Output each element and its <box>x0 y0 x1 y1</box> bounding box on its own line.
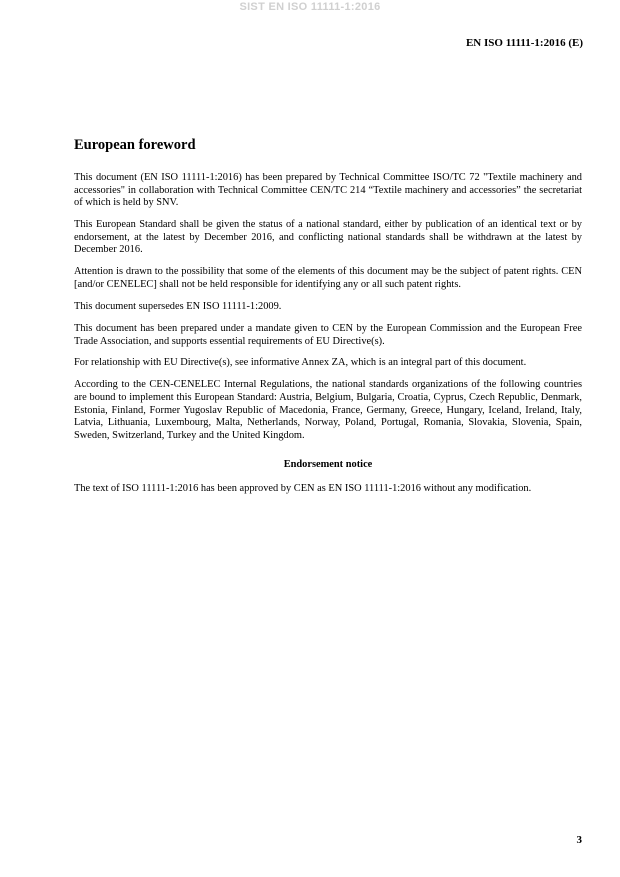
foreword-paragraph-preparation: This document (EN ISO 11111-1:2016) has been prepared by Technical Committee ISO/TC 72 "Textile machinery and accessories" in collaboration with Technical Committee CEN/TC 214 “Textile machinery and accessories” the secretariat of which is held by SNV. <box>74 172 582 209</box>
document-body <box>74 137 582 505</box>
watermark: SIST EN ISO 11111-1:2016 <box>239 1 381 13</box>
endorsement-paragraph: The text of ISO 11111-1:2016 has been approved by CEN as EN ISO 11111-1:2016 without any modification. <box>74 483 532 495</box>
foreword-paragraph-mandate: This document has been prepared under a mandate given to CEN by the European Commission and the European Free Trade Association, and supports essential requirements of EU Directive(s). <box>74 322 582 347</box>
endorsement-heading: Endorsement notice <box>283 459 373 471</box>
foreword-paragraph-patent: Attention is drawn to the possibility that some of the elements of this document may be the subject of patent rights. CEN [and/or CENELEC] shall not be held responsible for identifying any or all such patent rights. <box>74 266 582 290</box>
foreword-paragraph-status: This European Standard shall be given the status of a national standard, either by publication of an identical text or by endorsement, at the latest by December 2016, and conflicting national standards shall be withdrawn at the latest by December 2016. <box>74 219 582 256</box>
foreword-paragraph-supersedes: This document supersedes EN ISO 11111-1:2009. <box>74 300 282 312</box>
foreword-paragraph-directive: For relationship with EU Directive(s), see informative Annex ZA, which is an integral part of this document. <box>74 357 527 369</box>
document-identifier: EN ISO 11111-1:2016 (E) <box>465 37 583 49</box>
foreword-paragraph-countries: According to the CEN-CENELEC Internal Regulations, the national standards organizations of the following countries are bound to implement this European Standard: Austria, Belgium, Bulgaria, Croatia, Cyprus, Czech Republic, Denmark, Estonia, Finland, Former Yugoslav Republic of Macedonia, France, Germany, Greece, Hungary, Iceland, Ireland, Italy, Latvia, Lithuania, Luxembourg, Malta, Netherlands, Norway, Poland, Portugal, Romania, Slovakia, Slovenia, Spain, Sweden, Switzerland, Turkey and the United Kingdom. <box>74 379 582 441</box>
page-number: 3 <box>576 834 582 846</box>
foreword-heading: European foreword <box>74 137 196 153</box>
